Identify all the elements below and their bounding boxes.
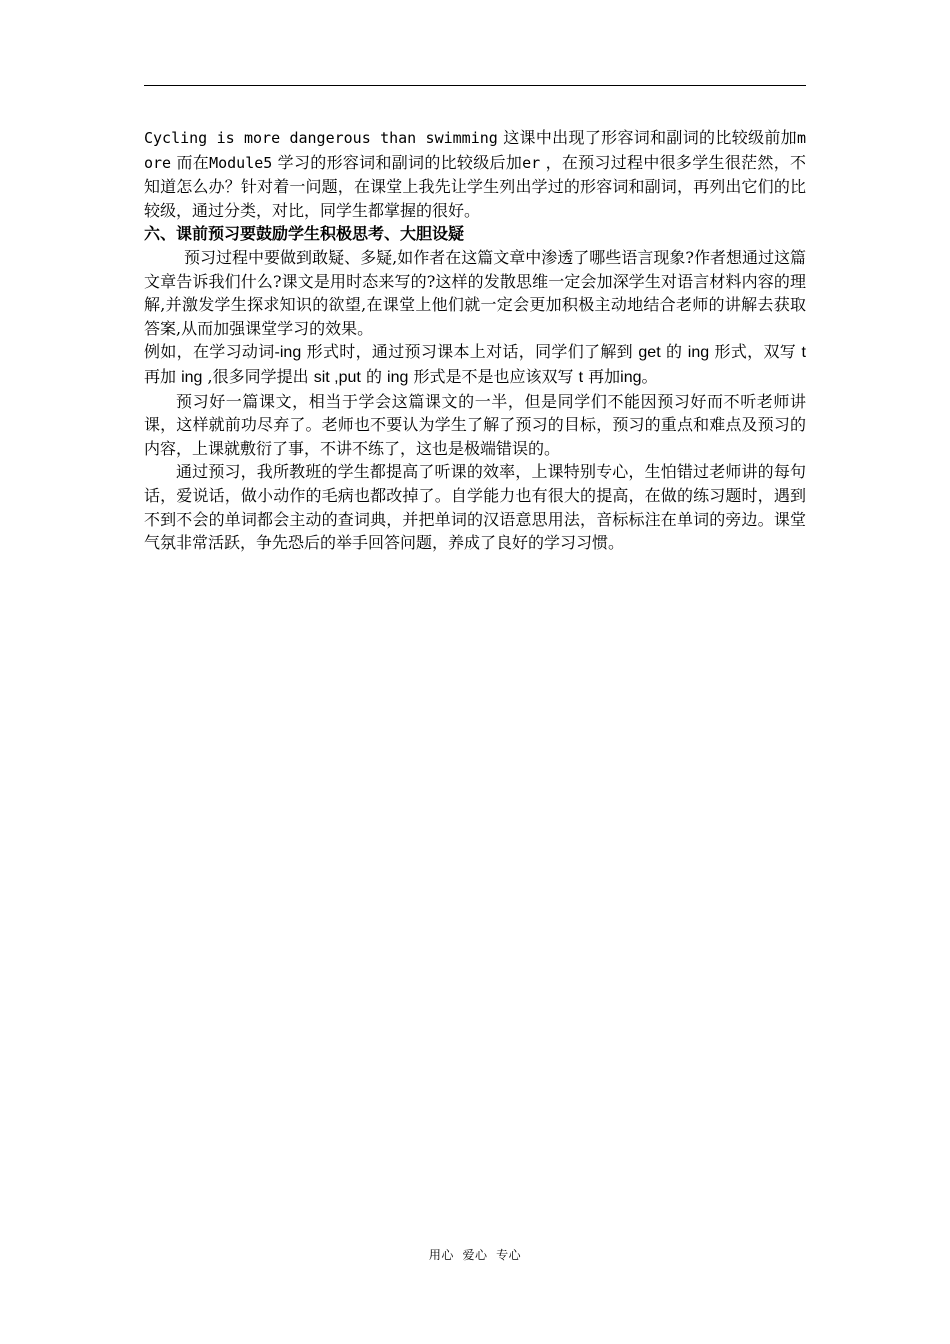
paragraph-ing-example	[144, 340, 806, 389]
paragraph-text: 这课中出现了形容词和副词的比较级前加	[497, 128, 797, 147]
paragraph-text: 的	[660, 342, 688, 362]
english-word: t	[801, 344, 806, 362]
module-name: Module5	[209, 153, 273, 172]
paragraph-text: ，在预习过程中很多学生很茫然，不知道怎么办？针对着一问题，在课堂上我先让学生列出学过的形容词和副词，再列出它们的比较级，通过分类，对比，同学生都掌握的很好。	[144, 152, 807, 220]
paragraph-text: 形式时，通过预习课本上对话，同学们了解到	[301, 342, 639, 362]
english-word: sit ,put	[313, 368, 361, 386]
paragraph-results: 通过预习，我所教班的学生都提高了听课的效率，上课特别专心，生怕错过老师讲的每句话，爱说话，做小动作的毛病也都改掉了。自学能力也有很大的提高，在做的练习题时，遇到不到不会的单词都会主动的查词典，并把单词的汉语意思用法，音标标注在单词的旁边。课堂气氛非常活跃，争先恐后的举手回答问题，养成了良好的学习习惯。	[144, 462, 806, 553]
section-heading: 六、课前预习要鼓励学生积极思考、大胆设疑	[144, 224, 465, 244]
page-footer: 用心 爱心 专心	[428, 1248, 522, 1262]
paragraph-comparatives	[144, 126, 806, 222]
paragraph-text: 形式，双写	[709, 342, 802, 362]
paragraph-text: ,很多同学提出	[202, 366, 314, 386]
english-sentence: Cycling is more dangerous than swimming	[144, 129, 498, 147]
paragraph-text: 。	[641, 366, 658, 386]
header-rule	[144, 85, 806, 86]
english-word: get	[638, 344, 661, 362]
paragraph-text: 再加	[144, 366, 182, 386]
english-word: -ing	[274, 344, 302, 362]
paragraph-text: 而在	[171, 152, 210, 172]
document-body	[144, 126, 806, 555]
english-word: ing	[687, 344, 710, 362]
english-word: ing	[387, 368, 409, 386]
english-word: ing	[181, 368, 203, 386]
paragraph-text: 学习的形容词和副词的比较级后加	[272, 152, 523, 172]
paragraph-questioning: 预习过程中要做到敢疑、多疑,如作者在这篇文章中渗透了哪些语言现象?作者想通过这篇文章告诉我们什么?课文是用时态来写的?这样的发散思维一定会加深学生对语言材料内容的理解,并激发学生探求知识的欲望,在课堂上他们就一定会更加积极主动地结合老师的讲解去获取答案,从而加强课堂学习的效果。	[144, 247, 806, 338]
paragraph-half-lesson: 预习好一篇课文，相当于学会这篇课文的一半，但是同学们不能因预习好而不听老师讲课，这样就前功尽弃了。老师也不要认为学生了解了预习的目标，预习的重点和难点及预习的内容，上课就敷衍了事，不讲不练了，这也是极端错误的。	[144, 391, 806, 458]
english-word: t	[578, 368, 584, 386]
paragraph-text: 再加	[583, 366, 621, 386]
english-word: ing	[620, 368, 642, 386]
english-word: more	[144, 129, 807, 172]
english-word: er	[522, 153, 541, 172]
paragraph-text: 的	[360, 366, 388, 386]
paragraph-text: 例如，在学习动词	[144, 342, 275, 362]
paragraph-text: 形式是不是也应该双写	[408, 366, 579, 386]
